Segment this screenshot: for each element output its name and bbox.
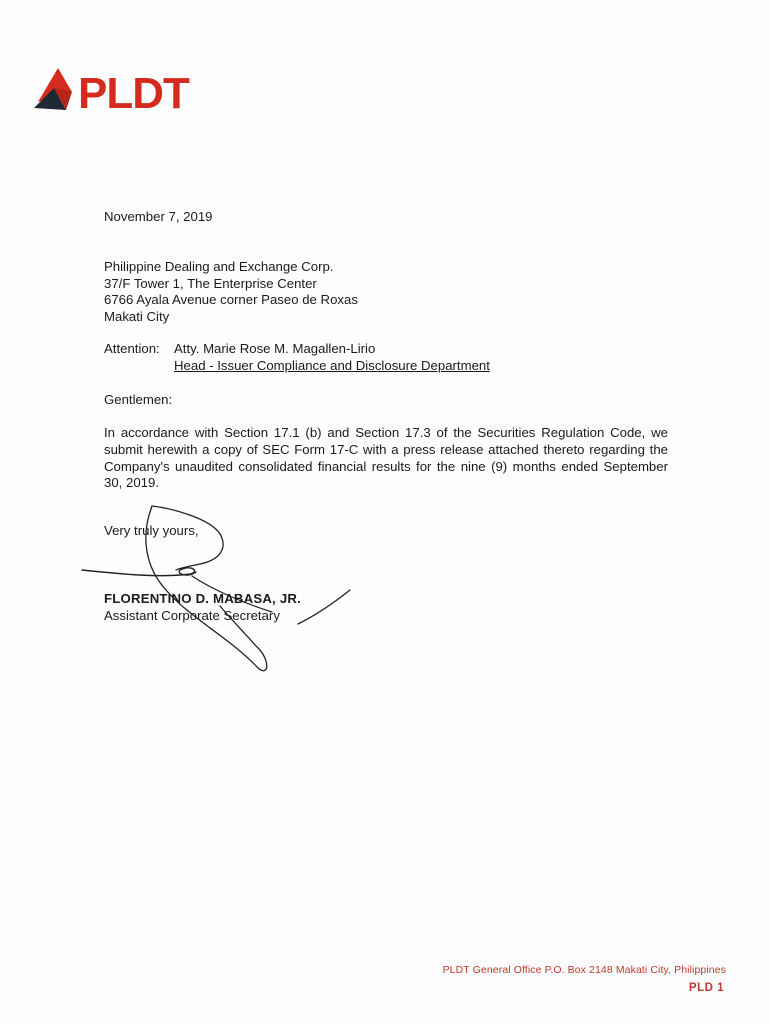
attention-name: Atty. Marie Rose M. Magallen-Lirio (174, 341, 376, 356)
signer-block (104, 591, 301, 624)
attention-department: Head - Issuer Compliance and Disclosure Department (174, 357, 490, 373)
attention-label: Attention: (104, 341, 160, 356)
body-paragraph: In accordance with Section 17.1 (b) and Section 17.3 of the Securities Regulation Code, we submit herewith a copy of SEC Form 17-C with a press release attached thereto regarding the Company's unaudited consolidated financial results for the nine (9) months ended September 30, 2019. (104, 425, 668, 491)
recipient-line: 37/F Tower 1, The Enterprise Center (104, 275, 317, 291)
handwritten-signature (80, 478, 370, 678)
svg-text:PLDT: PLDT (78, 69, 189, 118)
recipient-line: Makati City (104, 308, 170, 324)
salutation: Gentlemen: (104, 392, 173, 407)
footer-address: PLDT General Office P.O. Box 2148 Makati City, Philippines (442, 964, 726, 976)
recipient-address (104, 259, 358, 325)
pldt-logo-icon (32, 62, 222, 118)
closing: Very truly yours, (104, 523, 199, 538)
pldt-logo (32, 62, 222, 118)
attention-block (104, 341, 490, 374)
signer-title: Assistant Corporate Secretary (104, 607, 280, 623)
recipient-line: Philippine Dealing and Exchange Corp. (104, 259, 334, 274)
footer-page-code: PLD 1 (688, 982, 724, 994)
signer-name: FLORENTINO D. MABASA, JR. (104, 591, 301, 606)
recipient-line: 6766 Ayala Avenue corner Paseo de Roxas (104, 292, 358, 307)
letter-date: November 7, 2019 (104, 209, 213, 224)
